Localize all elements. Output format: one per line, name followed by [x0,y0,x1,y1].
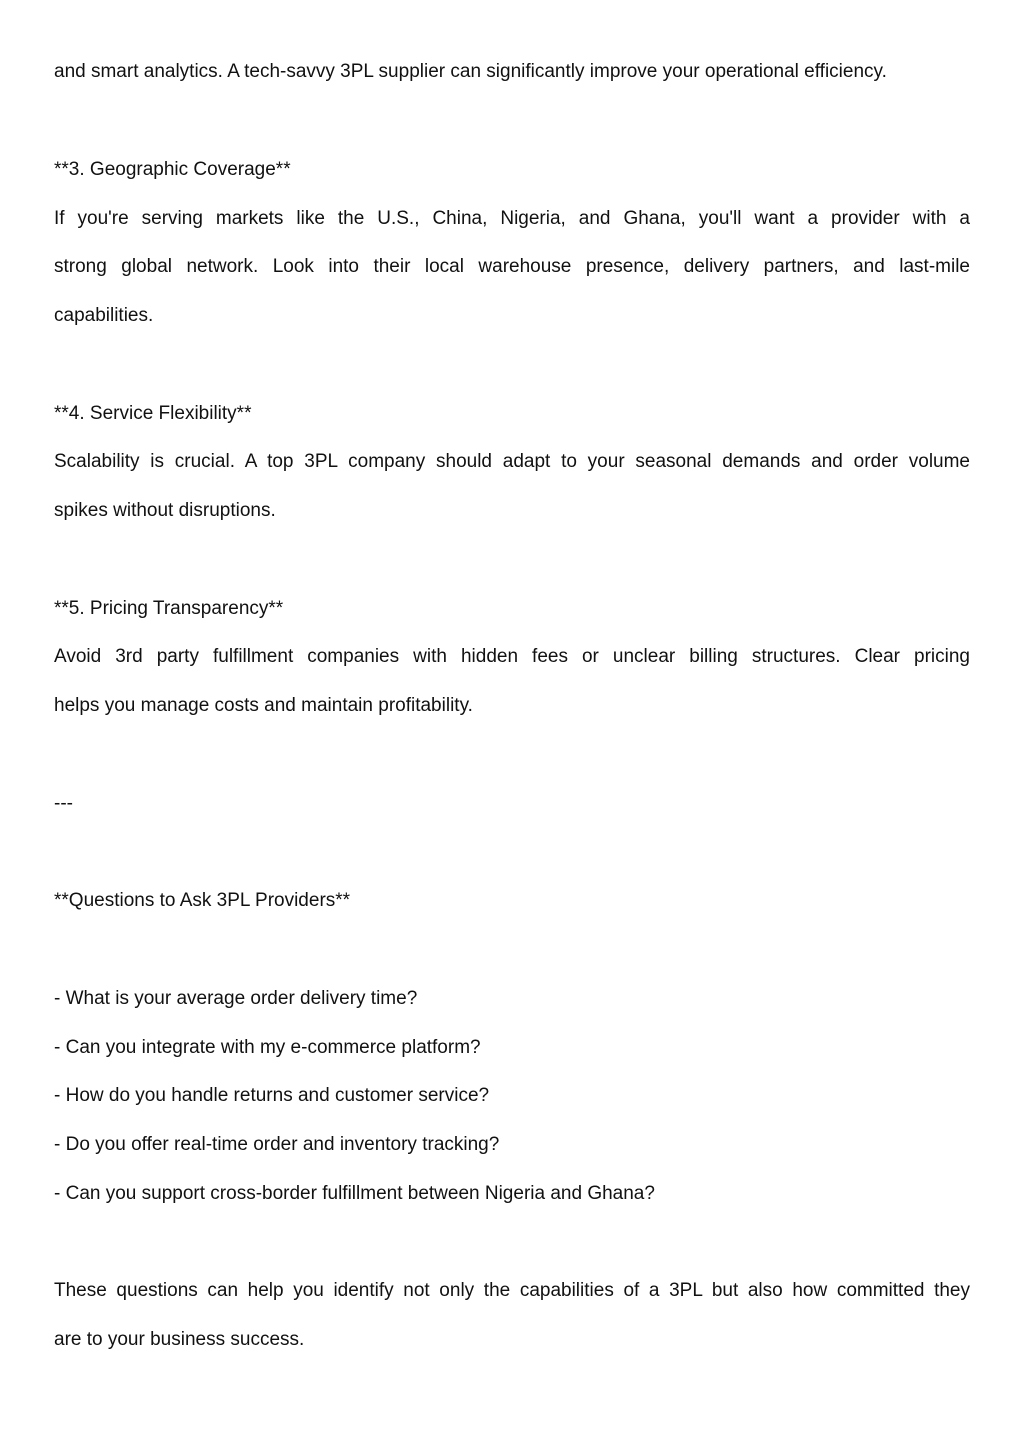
question-item: - What is your average order delivery time? [54,988,418,1009]
paragraph-line: spikes without disruptions. [54,500,276,521]
question-item: - Can you support cross-border fulfillment between Nigeria and Ghana? [54,1183,655,1204]
separator: --- [54,793,73,814]
paragraph-line: strong global network. Look into their local warehouse presence, delivery partners, and last-mile [54,256,970,277]
question-item: - How do you handle returns and customer service? [54,1085,490,1106]
paragraph-line: helps you manage costs and maintain profitability. [54,695,473,716]
paragraph-line: capabilities. [54,305,154,326]
paragraph-line: Avoid 3rd party fulfillment companies with hidden fees or unclear billing structures. Clear pricing [54,646,970,667]
section-heading-service-flexibility: **4. Service Flexibility** [54,403,252,424]
section-heading-pricing-transparency: **5. Pricing Transparency** [54,598,284,619]
closing-line: These questions can help you identify not only the capabilities of a 3PL but also how committed they [54,1280,970,1301]
questions-heading: **Questions to Ask 3PL Providers** [54,890,351,911]
question-item: - Can you integrate with my e-commerce platform? [54,1037,481,1058]
closing-line: are to your business success. [54,1329,305,1350]
question-item: - Do you offer real-time order and inventory tracking? [54,1134,500,1155]
section-heading-geographic-coverage: **3. Geographic Coverage** [54,159,291,180]
paragraph-line: Scalability is crucial. A top 3PL company should adapt to your seasonal demands and order volume [54,451,970,472]
paragraph-line: If you're serving markets like the U.S., China, Nigeria, and Ghana, you'll want a provider with a [54,208,970,229]
intro-tail-text: and smart analytics. A tech-savvy 3PL supplier can significantly improve your operational efficiency. [54,61,887,82]
